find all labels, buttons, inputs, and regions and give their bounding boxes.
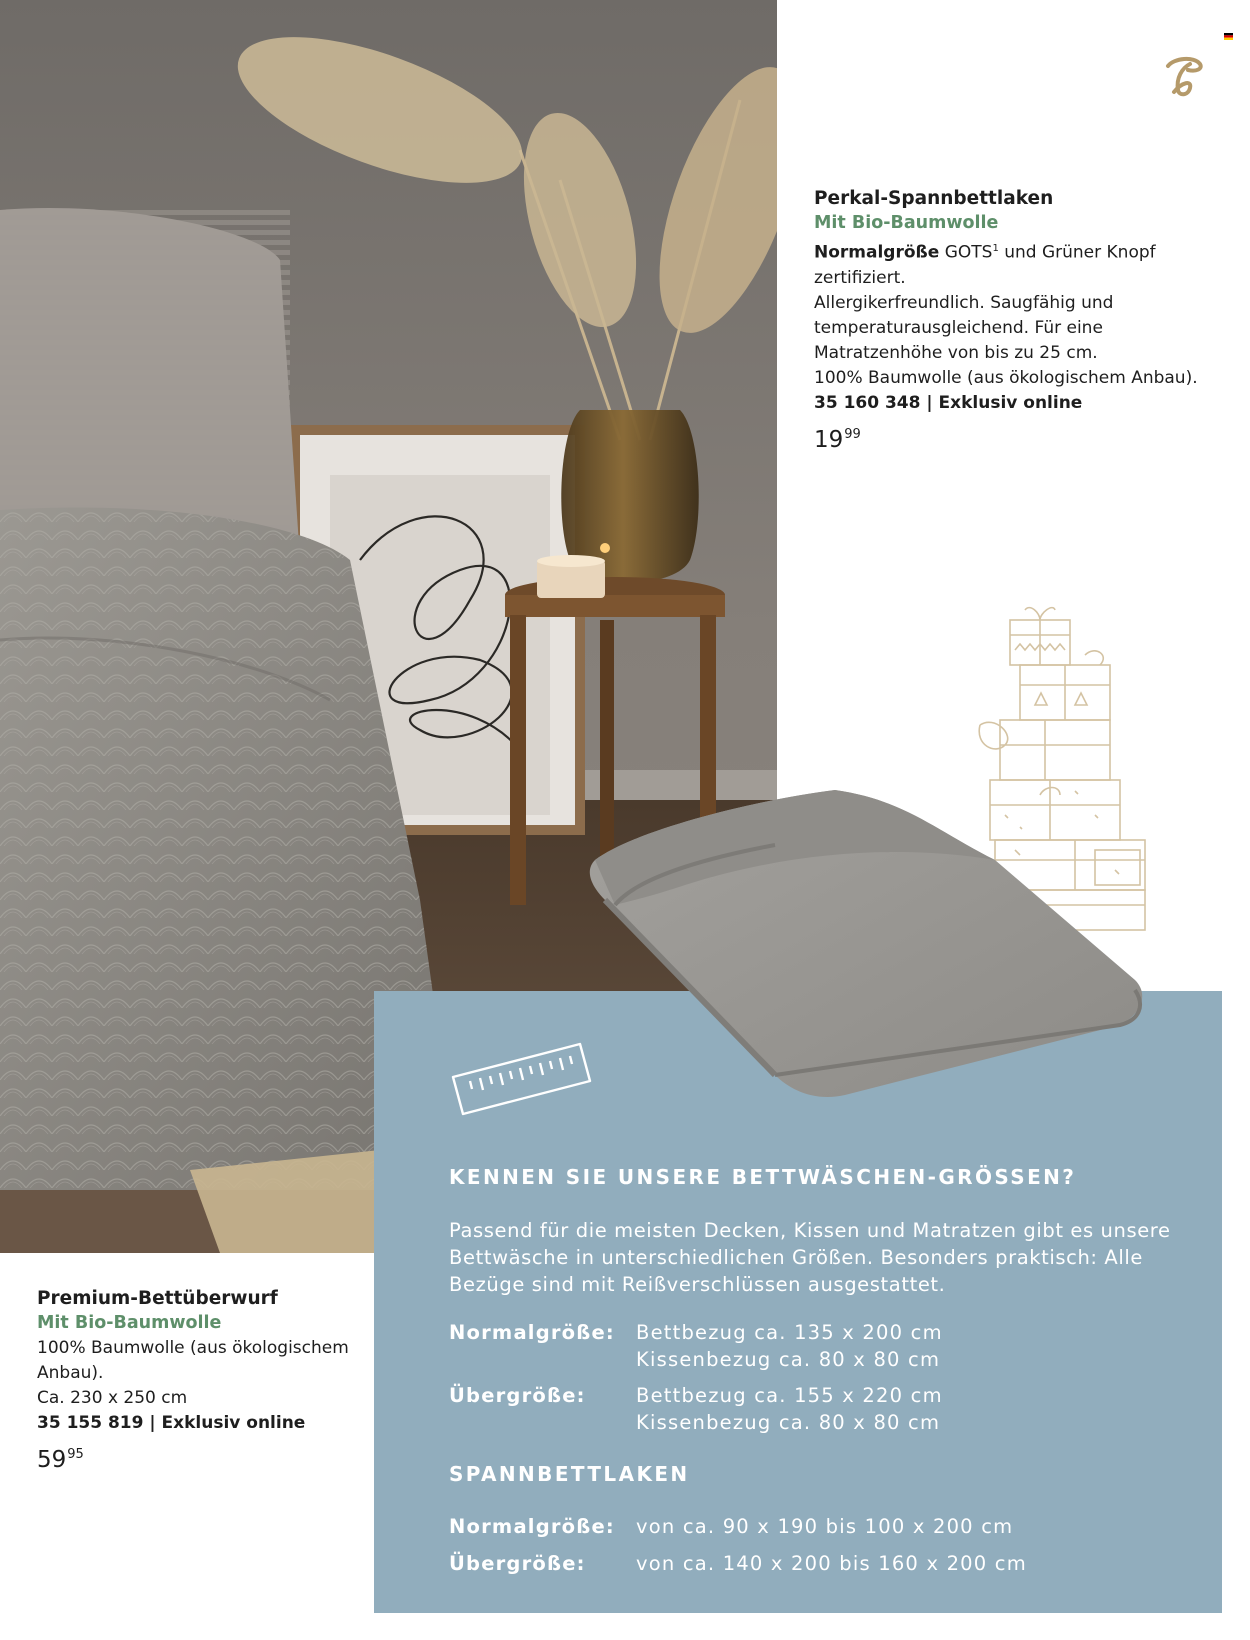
size-label: Übergröße: bbox=[449, 1552, 586, 1575]
tchibo-logo-icon bbox=[1160, 52, 1204, 102]
product-subtitle: Mit Bio-Baumwolle bbox=[814, 213, 999, 233]
fitted-sheet-heading: SPANNBETTLAKEN bbox=[449, 1462, 690, 1486]
product-material: 100% Baumwolle (aus ökologischem Anbau). bbox=[37, 1338, 349, 1383]
price bbox=[37, 1442, 367, 1473]
product-name: Perkal-Spannbettlaken bbox=[814, 188, 1054, 209]
size-label: Normalgröße bbox=[814, 242, 940, 263]
fitted-sheet-image bbox=[575, 790, 1150, 1100]
duvet-size: Bettbezug ca. 135 x 200 cm bbox=[636, 1321, 943, 1344]
article-number: 35 155 819 | Exklusiv online bbox=[37, 1413, 306, 1433]
size-value bbox=[636, 1319, 943, 1373]
product-size: Ca. 230 x 250 cm bbox=[37, 1388, 188, 1408]
desc-part: GOTS bbox=[939, 242, 993, 263]
duvet-size: Bettbezug ca. 155 x 220 cm bbox=[636, 1384, 943, 1407]
article-number: 35 160 348 | Exklusiv online bbox=[814, 392, 1083, 413]
pillow-size: Kissenbezug ca. 80 x 80 cm bbox=[636, 1348, 941, 1371]
product-description bbox=[814, 236, 1234, 291]
product-name: Premium-Bettüberwurf bbox=[37, 1288, 278, 1309]
price-cents: 95 bbox=[67, 1447, 84, 1462]
size-label: Normalgröße: bbox=[449, 1321, 615, 1344]
size-value bbox=[636, 1382, 943, 1436]
desc-part: und Grüner Knopf zertifiziert. bbox=[814, 242, 1156, 288]
size-value: von ca. 140 x 200 bis 160 x 200 cm bbox=[636, 1552, 1027, 1575]
price-main: 19 bbox=[814, 426, 844, 453]
price-main: 59 bbox=[37, 1447, 67, 1473]
price-cents: 99 bbox=[844, 426, 861, 442]
info-heading: KENNEN SIE UNSERE BETTWÄSCHEN-GRÖSSEN? bbox=[449, 1165, 1077, 1189]
footnote-mark: 1 bbox=[992, 243, 999, 254]
size-label: Normalgröße: bbox=[449, 1515, 615, 1538]
throw-product-info bbox=[37, 1286, 367, 1473]
product-material: 100% Baumwolle (aus ökologischem Anbau). bbox=[814, 367, 1198, 388]
price bbox=[814, 422, 1234, 453]
info-text: Passend für die meisten Decken, Kissen und Matratzen gibt es unsere Bettwäsche in unterschiedlichen Größen. Besonders praktisch: Alle Bezüge sind mit Reißverschlüssen ausgestattet. bbox=[449, 1219, 1171, 1296]
product-description: Allergikerfreundlich. Saugfähig und temperaturausgleichend. Für eine Matratzenhöhe von bis zu 25 cm. bbox=[814, 292, 1114, 363]
product-subtitle: Mit Bio-Baumwolle bbox=[37, 1313, 222, 1333]
size-label: Übergröße: bbox=[449, 1384, 586, 1407]
flag-icon bbox=[1224, 33, 1233, 40]
size-value: von ca. 90 x 190 bis 100 x 200 cm bbox=[636, 1515, 1014, 1538]
pillow-size: Kissenbezug ca. 80 x 80 cm bbox=[636, 1411, 941, 1434]
fitted-sheet-product-info bbox=[814, 186, 1234, 453]
